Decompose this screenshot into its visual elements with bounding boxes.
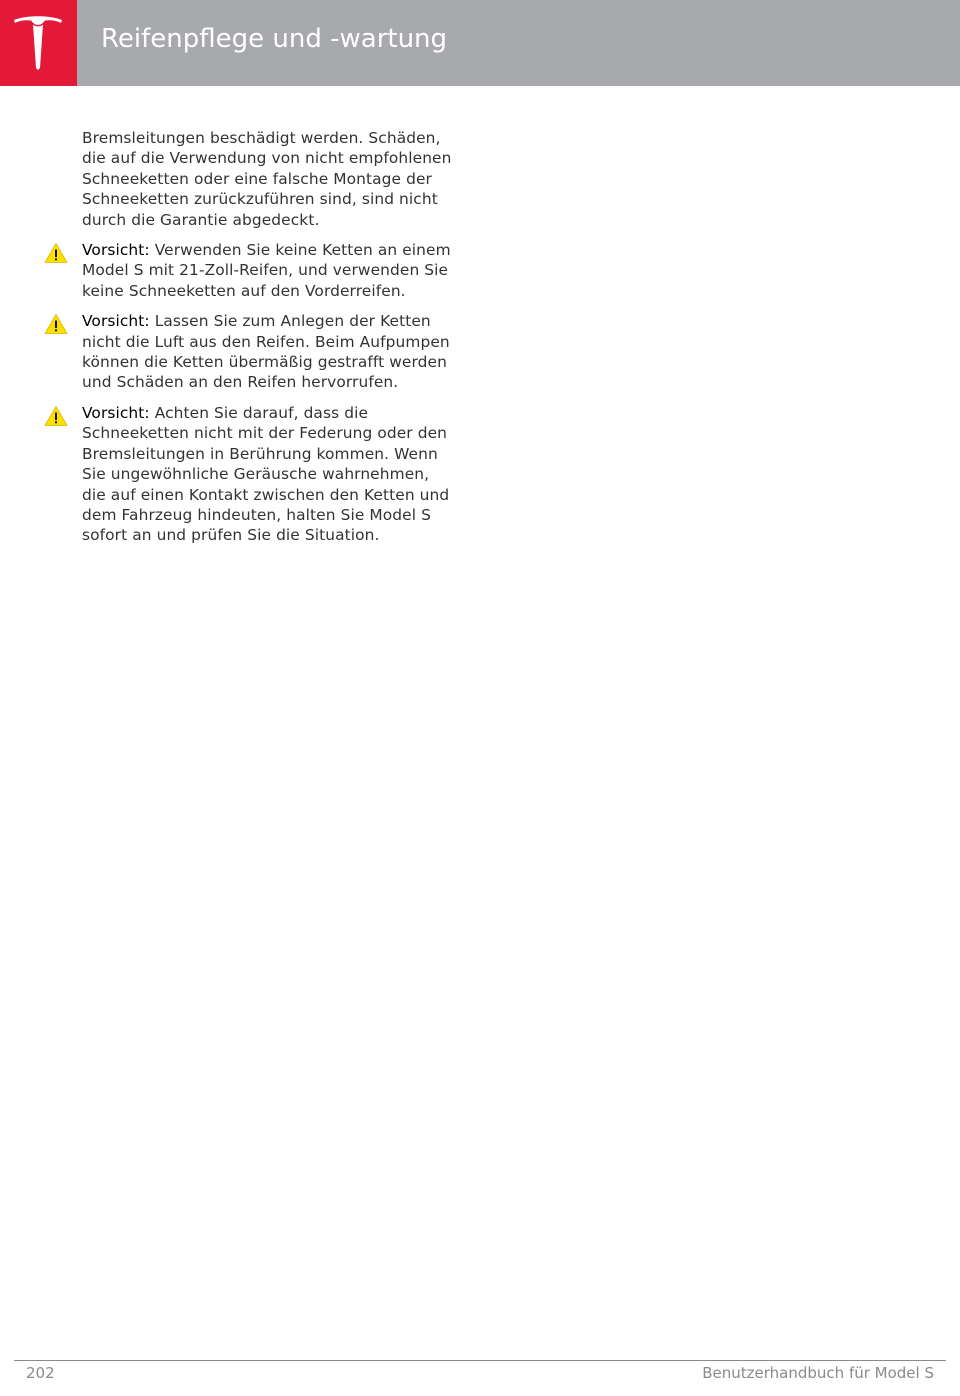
caution-block — [82, 240, 452, 301]
tesla-logo-icon — [12, 14, 64, 70]
main-content — [82, 128, 452, 556]
brand-logo-box — [0, 0, 77, 86]
caution-label: Vorsicht: — [82, 241, 150, 260]
caution-label: Vorsicht: — [82, 403, 150, 422]
caution-text: Achten Sie darauf, dass die Schneeketten nicht mit der Federung oder den Bremsleitungen in Berührung kommen. Wenn Sie ungewöhnliche Geräusche wahrnehmen, die auf einen Kontakt zwischen den Ketten und dem Fahrzeug hindeuten, halten Sie Model S sofort an und prüfen Sie die Situation. — [82, 403, 450, 545]
intro-paragraph: Bremsleitungen beschädigt werden. Schäden, die auf die Verwendung von nicht empfohlenen Schneeketten oder eine falsche Montage der Schneeketten zurückzuführen sind, sind nicht durch die Garantie abgedeckt. — [82, 129, 452, 229]
warning-triangle-icon — [44, 313, 68, 335]
warning-triangle-icon — [44, 405, 68, 427]
page-header — [0, 0, 960, 86]
caution-label: Vorsicht: — [82, 312, 150, 331]
footer-manual-title: Benutzerhandbuch für Model S — [702, 1364, 934, 1382]
caution-text: Verwenden Sie keine Ketten an einem Model S mit 21-Zoll-Reifen, und verwenden Sie keine Schneeketten auf den Vorderreifen. — [82, 241, 451, 300]
caution-block — [82, 403, 452, 546]
footer-divider — [14, 1360, 946, 1361]
page-title: Reifenpflege und -wartung — [101, 24, 448, 54]
warning-triangle-icon — [44, 242, 68, 264]
caution-block — [82, 311, 452, 393]
page-number: 202 — [26, 1364, 55, 1382]
caution-text: Lassen Sie zum Anlegen der Ketten nicht die Luft aus den Reifen. Beim Aufpumpen können die Ketten übermäßig gestrafft werden und Schäden an den Reifen hervorrufen. — [82, 312, 450, 392]
